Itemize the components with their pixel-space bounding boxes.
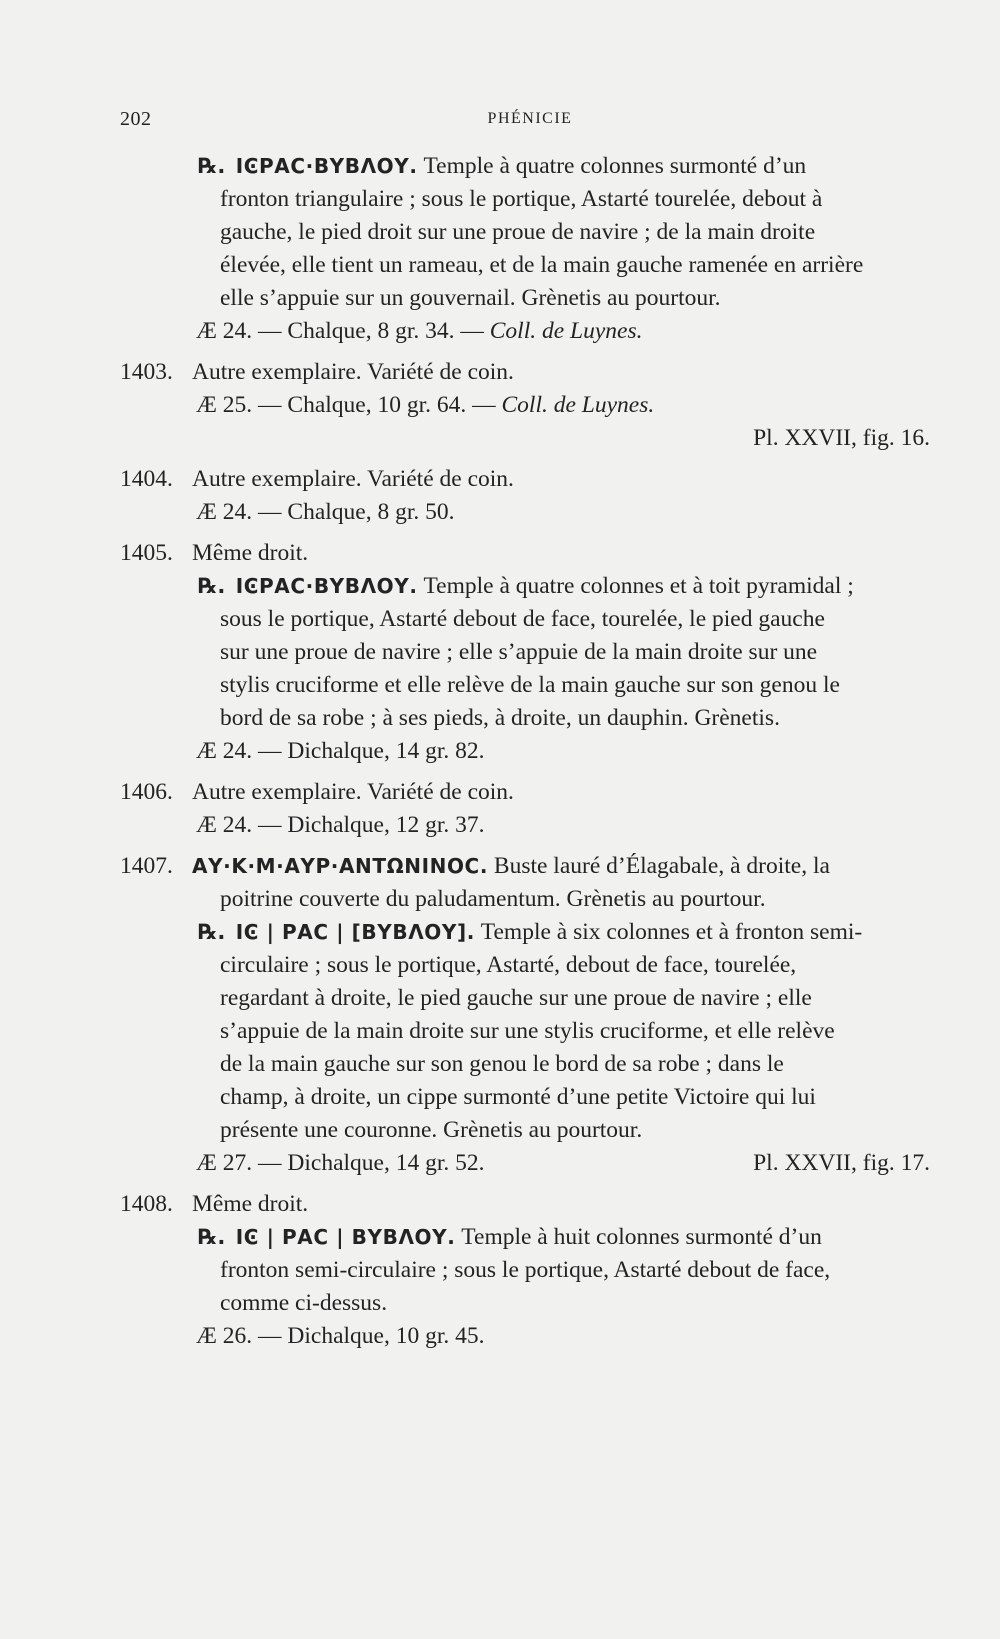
- entry-text: Même droit.: [192, 540, 309, 566]
- metadata-text: Æ 24. — Chalque, 8 gr. 34. —: [196, 318, 490, 344]
- entry-1407: [120, 850, 930, 1180]
- reverse-line: [120, 150, 930, 183]
- entry-number: 1407.: [120, 853, 173, 879]
- coin-metadata: [120, 389, 930, 422]
- entry-1402-reverse: [120, 150, 930, 348]
- running-head: PHÉNICIE: [487, 110, 573, 127]
- coin-legend: ΙϾ | ΡΑϹ | ΒΥΒΛΟΥ.: [235, 1225, 456, 1249]
- description-line: fronton semi-circulaire ; sous le portique, Astarté debout de face,: [220, 1257, 831, 1283]
- obverse-text: Buste lauré d’Élagabale, à droite, la: [493, 853, 830, 879]
- description-line: champ, à droite, un cippe surmonté d’une petite Victoire qui lui: [220, 1084, 816, 1110]
- description-line: poitrine couverte du paludamentum. Grènetis au pourtour.: [220, 886, 766, 912]
- coin-metadata: Æ 24. — Chalque, 8 gr. 50.: [196, 499, 455, 525]
- entry-number: 1404.: [120, 466, 173, 492]
- coin-metadata: Æ 26. — Dichalque, 10 gr. 45.: [196, 1323, 485, 1349]
- plate-reference: Pl. XXVII, fig. 17.: [753, 1150, 930, 1176]
- entry-heading: [120, 850, 930, 883]
- description-line: sous le portique, Astarté debout de face, tourelée, le pied gauche: [220, 606, 825, 632]
- reverse-line: [120, 1221, 930, 1254]
- reverse-mark: ℞.: [198, 1225, 226, 1249]
- coin-legend: ΙϾΡΑϹ·ΒΥΒΛΟΥ.: [235, 574, 418, 598]
- coin-metadata: [120, 315, 930, 348]
- entry-text: Autre exemplaire. Variété de coin.: [192, 359, 514, 385]
- description-line: bord de sa robe ; à ses pieds, à droite, un dauphin. Grènetis.: [220, 705, 780, 731]
- coin-legend: ΙϾΡΑϹ·ΒΥΒΛΟΥ.: [235, 154, 418, 178]
- coin-metadata: [120, 1147, 930, 1180]
- description-line: stylis cruciforme et elle relève de la main gauche sur son genou le: [220, 672, 840, 698]
- reverse-mark: ℞.: [198, 574, 226, 598]
- coin-legend: ΙϾ | ΡΑϹ | [ΒΥΒΛΟΥ].: [235, 920, 475, 944]
- coin-metadata: Æ 24. — Dichalque, 12 gr. 37.: [196, 812, 485, 838]
- entry-text: Autre exemplaire. Variété de coin.: [192, 466, 514, 492]
- description-line: gauche, le pied droit sur une proue de navire ; de la main droite: [220, 219, 816, 245]
- description-line: présente une couronne. Grènetis au pourtour.: [220, 1117, 643, 1143]
- entry-heading: [120, 1188, 930, 1221]
- description-text: Temple à quatre colonnes surmonté d’un: [423, 153, 807, 179]
- description-line: elle s’appuie sur un gouvernail. Grènetis au pourtour.: [220, 285, 721, 311]
- collection-name: Coll. de Luynes.: [489, 318, 643, 344]
- description-text: Temple à huit colonnes surmonté d’un: [461, 1224, 822, 1250]
- entry-heading: [120, 356, 930, 389]
- description-line: élevée, elle tient un rameau, et de la main gauche ramenée en arrière: [220, 252, 864, 278]
- plate-reference: Pl. XXVII, fig. 16.: [753, 425, 930, 451]
- description-line: de la main gauche sur son genou le bord de sa robe ; dans le: [220, 1051, 784, 1077]
- coin-metadata: Æ 24. — Dichalque, 14 gr. 82.: [196, 738, 485, 764]
- reverse-mark: ℞.: [198, 920, 226, 944]
- metadata-text: Æ 27. — Dichalque, 14 gr. 52.: [196, 1150, 485, 1176]
- description-line: sur une proue de navire ; elle s’appuie de la main droite sur une: [220, 639, 818, 665]
- description-text: Temple à six colonnes et à fronton semi-: [480, 919, 863, 945]
- entry-1408: [120, 1188, 930, 1353]
- entry-number: 1403.: [120, 359, 173, 385]
- page-header: [120, 108, 940, 132]
- entry-heading: [120, 537, 930, 570]
- entry-number: 1408.: [120, 1191, 173, 1217]
- entry-1406: [120, 776, 930, 842]
- reverse-line: [120, 916, 930, 949]
- entry-text: Même droit.: [192, 1191, 309, 1217]
- obverse-legend: ΑΥ·Κ·Μ·ΑΥΡ·ΑΝΤΩΝΙΝΟϹ.: [192, 854, 489, 878]
- description-line: fronton triangulaire ; sous le portique, Astarté tourelée, debout à: [220, 186, 823, 212]
- entry-number: 1405.: [120, 540, 173, 566]
- description-line: regardant à droite, le pied gauche sur une proue de navire ; elle: [220, 985, 812, 1011]
- reverse-line: [120, 570, 930, 603]
- catalogue-content: [120, 150, 930, 1361]
- entry-text: Autre exemplaire. Variété de coin.: [192, 779, 514, 805]
- entry-1404: [120, 463, 930, 529]
- entry-1403: [120, 356, 930, 455]
- description-text: Temple à quatre colonnes et à toit pyramidal ;: [423, 573, 854, 599]
- reverse-mark: ℞.: [198, 154, 226, 178]
- entry-heading: [120, 776, 930, 809]
- entry-number: 1406.: [120, 779, 173, 805]
- description-line: comme ci-dessus.: [220, 1290, 388, 1316]
- entry-heading: [120, 463, 930, 496]
- collection-name: Coll. de Luynes.: [501, 392, 655, 418]
- description-line: circulaire ; sous le portique, Astarté, debout de face, tourelée,: [220, 952, 797, 978]
- page-number: 202: [120, 108, 152, 130]
- description-line: s’appuie de la main droite sur une stylis cruciforme, et elle relève: [220, 1018, 835, 1044]
- entry-1405: [120, 537, 930, 768]
- metadata-text: Æ 25. — Chalque, 10 gr. 64. —: [196, 392, 502, 418]
